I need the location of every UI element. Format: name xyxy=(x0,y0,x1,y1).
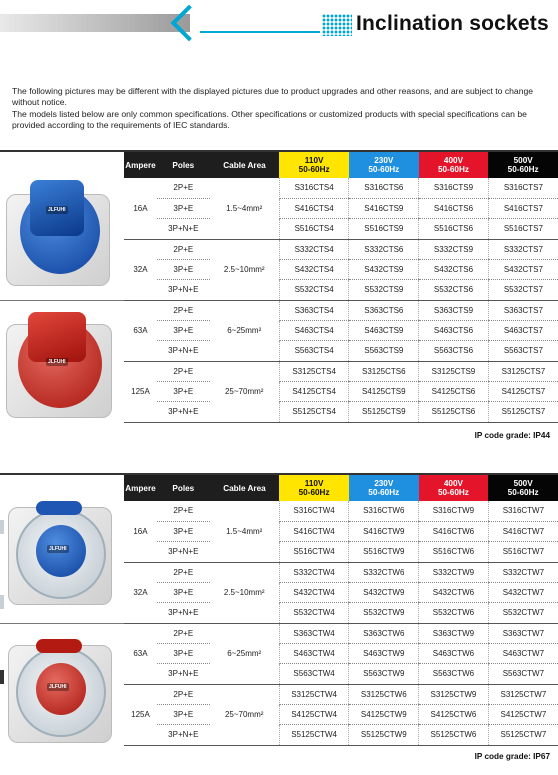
model-number-cell: S332CTW9 xyxy=(419,562,489,582)
table-row xyxy=(124,198,558,218)
voltage-label: 230V xyxy=(374,479,394,488)
header-gradient-bar xyxy=(0,14,190,32)
model-number-cell: S532CTS7 xyxy=(488,280,558,300)
model-number-cell: S4125CTS7 xyxy=(488,381,558,401)
table-row xyxy=(124,219,558,239)
model-number-cell: S563CTS9 xyxy=(349,341,419,361)
model-number-cell: S4125CTW9 xyxy=(349,704,419,724)
chevron-left-icon xyxy=(171,5,208,42)
frequency-label: 50-60Hz xyxy=(368,488,400,497)
model-number-cell: S416CTS4 xyxy=(279,198,349,218)
model-number-cell: S363CTS6 xyxy=(349,300,419,320)
table-row xyxy=(124,664,558,684)
model-number-cell: S3125CTW6 xyxy=(349,684,419,704)
model-number-cell: S4125CTW7 xyxy=(488,704,558,724)
cable-area-cell: 2.5~10mm² xyxy=(210,239,280,300)
model-number-cell: S332CTW4 xyxy=(279,562,349,582)
model-number-cell: S316CTS4 xyxy=(279,178,349,198)
poles-cell: 2P+E xyxy=(157,684,210,704)
table-row xyxy=(124,725,558,745)
notes xyxy=(12,86,552,132)
page-header xyxy=(0,0,558,40)
header-110v xyxy=(279,152,349,178)
model-number-cell: S432CTW4 xyxy=(279,582,349,602)
poles-cell: 2P+E xyxy=(157,178,210,198)
model-number-cell: S463CTW6 xyxy=(419,643,489,663)
model-number-cell: S3125CTS6 xyxy=(349,361,419,381)
model-number-cell: S516CTS9 xyxy=(349,219,419,239)
model-number-cell: S516CTW7 xyxy=(488,542,558,562)
model-number-cell: S463CTW4 xyxy=(279,643,349,663)
model-number-cell: S3125CTS4 xyxy=(279,361,349,381)
model-number-cell: S316CTS7 xyxy=(488,178,558,198)
cable-area-cell: 1.5~4mm² xyxy=(210,178,280,239)
header-ampere: Ampere xyxy=(124,475,157,501)
header-230v xyxy=(349,152,419,178)
model-number-cell: S363CTW7 xyxy=(488,623,558,643)
model-number-cell: S463CTW9 xyxy=(349,643,419,663)
model-number-cell: S432CTS6 xyxy=(419,259,489,279)
model-number-cell: S563CTS6 xyxy=(419,341,489,361)
model-number-cell: S5125CTW6 xyxy=(419,725,489,745)
model-number-cell: S516CTS6 xyxy=(419,219,489,239)
ampere-cell: 16A xyxy=(124,178,157,239)
model-number-cell: S463CTS4 xyxy=(279,320,349,340)
header-500v xyxy=(488,475,558,501)
poles-cell: 2P+E xyxy=(157,623,210,643)
model-number-cell: S363CTW6 xyxy=(349,623,419,643)
header-500v xyxy=(488,152,558,178)
model-number-cell: S332CTW7 xyxy=(488,562,558,582)
model-number-cell: S363CTW4 xyxy=(279,623,349,643)
model-number-cell: S3125CTS9 xyxy=(419,361,489,381)
socket-image-blue: JLFUHI xyxy=(6,495,116,611)
table-row xyxy=(124,684,558,704)
frequency-label: 50-60Hz xyxy=(438,165,469,174)
page-title: Inclination sockets xyxy=(356,12,549,35)
image-divider xyxy=(0,300,124,301)
poles-cell: 3P+E xyxy=(157,381,210,401)
table-row xyxy=(124,280,558,300)
spec-table xyxy=(124,152,558,423)
model-number-cell: S4125CTS9 xyxy=(349,381,419,401)
table-header-row xyxy=(124,152,558,178)
model-number-cell: S4125CTS6 xyxy=(419,381,489,401)
frequency-label: 50-60Hz xyxy=(507,488,539,497)
ampere-cell: 32A xyxy=(124,239,157,300)
poles-cell: 3P+N+E xyxy=(157,542,210,562)
model-number-cell: S432CTW6 xyxy=(419,582,489,602)
model-number-cell: S432CTW7 xyxy=(488,582,558,602)
model-number-cell: S4125CTW4 xyxy=(279,704,349,724)
model-number-cell: S316CTS6 xyxy=(349,178,419,198)
poles-cell: 3P+E xyxy=(157,521,210,541)
voltage-label: 110V xyxy=(304,156,324,165)
model-number-cell: S363CTS4 xyxy=(279,300,349,320)
cable-area-cell: 25~70mm² xyxy=(210,361,280,422)
model-number-cell: S516CTW4 xyxy=(279,542,349,562)
model-number-cell: S5125CTW7 xyxy=(488,725,558,745)
model-number-cell: S532CTW7 xyxy=(488,603,558,623)
table-row xyxy=(124,300,558,320)
model-number-cell: S432CTS7 xyxy=(488,259,558,279)
poles-cell: 2P+E xyxy=(157,501,210,521)
poles-cell: 3P+E xyxy=(157,198,210,218)
model-number-cell: S432CTW9 xyxy=(349,582,419,602)
model-number-cell: S463CTW7 xyxy=(488,643,558,663)
model-number-cell: S516CTW6 xyxy=(419,542,489,562)
header-cable-area: Cable Area xyxy=(210,475,280,501)
model-number-cell: S316CTW7 xyxy=(488,501,558,521)
socket-image-red: JLFUHI xyxy=(6,310,116,422)
header-110v xyxy=(279,475,349,501)
model-number-cell: S532CTS9 xyxy=(349,280,419,300)
frequency-label: 50-60Hz xyxy=(437,488,469,497)
header-230v xyxy=(349,475,419,501)
poles-cell: 3P+N+E xyxy=(157,402,210,422)
frequency-label: 50-60Hz xyxy=(298,488,330,497)
model-number-cell: S463CTS7 xyxy=(488,320,558,340)
model-number-cell: S5125CTW4 xyxy=(279,725,349,745)
model-number-cell: S363CTS7 xyxy=(488,300,558,320)
model-number-cell: S3125CTW4 xyxy=(279,684,349,704)
poles-cell: 2P+E xyxy=(157,361,210,381)
model-number-cell: S416CTW6 xyxy=(419,521,489,541)
poles-cell: 3P+N+E xyxy=(157,219,210,239)
model-number-cell: S563CTW9 xyxy=(349,664,419,684)
note-paragraph: The following pictures may be different with the displayed pictures due to product upgrades and other reasons, and are subject to change without notice. xyxy=(12,86,534,108)
model-number-cell: S3125CTW7 xyxy=(488,684,558,704)
header-poles: Poles xyxy=(157,152,210,178)
ip-grade-label: IP code grade: IP44 xyxy=(474,431,550,440)
table-row xyxy=(124,361,558,381)
table-row xyxy=(124,402,558,422)
cable-area-cell: 1.5~4mm² xyxy=(210,501,280,562)
table-row xyxy=(124,623,558,643)
model-number-cell: S532CTW4 xyxy=(279,603,349,623)
model-number-cell: S516CTS7 xyxy=(488,219,558,239)
poles-cell: 2P+E xyxy=(157,300,210,320)
poles-cell: 3P+N+E xyxy=(157,603,210,623)
model-number-cell: S332CTS6 xyxy=(349,239,419,259)
poles-cell: 3P+E xyxy=(157,704,210,724)
header-400v xyxy=(419,152,489,178)
model-number-cell: S5125CTS6 xyxy=(419,402,489,422)
cable-area-cell: 2.5~10mm² xyxy=(210,562,280,623)
model-number-cell: S316CTW9 xyxy=(419,501,489,521)
cable-area-cell: 25~70mm² xyxy=(210,684,280,745)
ampere-cell: 16A xyxy=(124,501,157,562)
model-number-cell: S5125CTS7 xyxy=(488,402,558,422)
cable-area-cell: 6~25mm² xyxy=(210,300,280,361)
model-number-cell: S416CTW7 xyxy=(488,521,558,541)
table-row xyxy=(124,643,558,663)
model-number-cell: S332CTW6 xyxy=(349,562,419,582)
side-marker xyxy=(0,520,4,534)
ampere-cell: 125A xyxy=(124,684,157,745)
header-400v xyxy=(419,475,489,501)
table-row xyxy=(124,603,558,623)
header-ampere: Ampere xyxy=(124,152,157,178)
model-number-cell: S563CTS4 xyxy=(279,341,349,361)
note-paragraph: The models listed below are only common specifications. Other specifications or customized products with special specifications can be provided according to the requirements of IEC standards. xyxy=(12,108,527,131)
table-row xyxy=(124,178,558,198)
model-number-cell: S532CTS4 xyxy=(279,280,349,300)
ampere-cell: 63A xyxy=(124,300,157,361)
header-poles: Poles xyxy=(157,475,210,501)
model-number-cell: S432CTS4 xyxy=(279,259,349,279)
voltage-label: 230V xyxy=(374,156,394,165)
voltage-label: 400V xyxy=(443,479,463,488)
model-number-cell: S432CTS9 xyxy=(349,259,419,279)
ampere-cell: 63A xyxy=(124,623,157,684)
model-number-cell: S363CTW9 xyxy=(419,623,489,643)
poles-cell: 3P+N+E xyxy=(157,664,210,684)
model-number-cell: S316CTW4 xyxy=(279,501,349,521)
ampere-cell: 125A xyxy=(124,361,157,422)
model-number-cell: S532CTS6 xyxy=(419,280,489,300)
table-row xyxy=(124,582,558,602)
model-number-cell: S5125CTW9 xyxy=(349,725,419,745)
model-number-cell: S332CTS4 xyxy=(279,239,349,259)
model-number-cell: S4125CTW6 xyxy=(419,704,489,724)
side-marker xyxy=(0,595,4,609)
frequency-label: 50-60Hz xyxy=(368,165,400,174)
header-accent-line xyxy=(200,31,320,33)
table-row xyxy=(124,501,558,521)
frequency-label: 50-60Hz xyxy=(507,165,539,174)
model-number-cell: S5125CTS4 xyxy=(279,402,349,422)
poles-cell: 3P+E xyxy=(157,643,210,663)
cable-area-cell: 6~25mm² xyxy=(210,623,280,684)
dot-grid-icon xyxy=(322,14,352,36)
model-number-cell: S3125CTS7 xyxy=(488,361,558,381)
model-number-cell: S416CTW4 xyxy=(279,521,349,541)
table-row xyxy=(124,341,558,361)
model-number-cell: S332CTS9 xyxy=(419,239,489,259)
header-cable-area: Cable Area xyxy=(210,152,280,178)
table-row xyxy=(124,259,558,279)
poles-cell: 3P+N+E xyxy=(157,341,210,361)
socket-image-red: JLFUHI xyxy=(6,633,116,749)
model-number-cell: S516CTS4 xyxy=(279,219,349,239)
table-header-row xyxy=(124,475,558,501)
table-row xyxy=(124,239,558,259)
model-number-cell: S416CTS6 xyxy=(419,198,489,218)
poles-cell: 3P+N+E xyxy=(157,280,210,300)
model-number-cell: S563CTW6 xyxy=(419,664,489,684)
socket-image-blue: JLFUHI xyxy=(6,176,116,288)
model-number-cell: S316CTS9 xyxy=(419,178,489,198)
spec-table xyxy=(124,475,558,746)
table-row xyxy=(124,320,558,340)
table-row xyxy=(124,704,558,724)
model-number-cell: S532CTW9 xyxy=(349,603,419,623)
poles-cell: 3P+E xyxy=(157,259,210,279)
voltage-label: 500V xyxy=(513,479,533,488)
model-number-cell: S563CTW4 xyxy=(279,664,349,684)
table-row xyxy=(124,542,558,562)
poles-cell: 3P+N+E xyxy=(157,725,210,745)
model-number-cell: S463CTS9 xyxy=(349,320,419,340)
voltage-label: 400V xyxy=(443,156,464,165)
image-divider xyxy=(0,623,124,624)
ip-grade-label: IP code grade: IP67 xyxy=(474,752,550,761)
model-number-cell: S416CTS9 xyxy=(349,198,419,218)
model-number-cell: S3125CTW9 xyxy=(419,684,489,704)
table-row xyxy=(124,381,558,401)
poles-cell: 3P+E xyxy=(157,320,210,340)
table-row xyxy=(124,562,558,582)
poles-cell: 2P+E xyxy=(157,562,210,582)
model-number-cell: S5125CTS9 xyxy=(349,402,419,422)
model-number-cell: S563CTW7 xyxy=(488,664,558,684)
model-number-cell: S563CTS7 xyxy=(488,341,558,361)
model-number-cell: S532CTW6 xyxy=(419,603,489,623)
model-number-cell: S363CTS9 xyxy=(419,300,489,320)
table-row xyxy=(124,521,558,541)
model-number-cell: S316CTW6 xyxy=(349,501,419,521)
side-marker xyxy=(0,670,4,684)
ampere-cell: 32A xyxy=(124,562,157,623)
voltage-label: 500V xyxy=(513,156,533,165)
model-number-cell: S516CTW9 xyxy=(349,542,419,562)
model-number-cell: S416CTS7 xyxy=(488,198,558,218)
model-number-cell: S416CTW9 xyxy=(349,521,419,541)
frequency-label: 50-60Hz xyxy=(298,165,330,174)
poles-cell: 3P+E xyxy=(157,582,210,602)
model-number-cell: S463CTS6 xyxy=(419,320,489,340)
model-number-cell: S4125CTS4 xyxy=(279,381,349,401)
model-number-cell: S332CTS7 xyxy=(488,239,558,259)
poles-cell: 2P+E xyxy=(157,239,210,259)
voltage-label: 110V xyxy=(304,479,324,488)
